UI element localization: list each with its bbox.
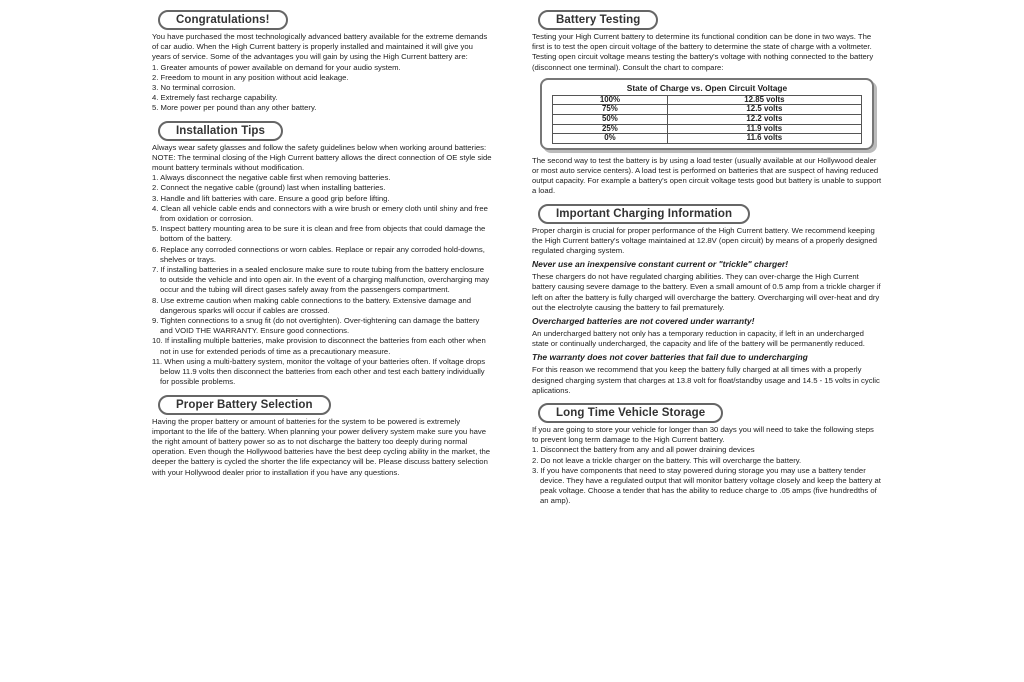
- state-of-charge-cell: 0%: [553, 134, 668, 144]
- left-column: [152, 8, 492, 478]
- battery-selection-heading: Proper Battery Selection: [158, 395, 331, 415]
- state-of-charge-cell: 75%: [553, 105, 668, 115]
- table-row: [553, 115, 862, 125]
- trickle-charger-warning: Never use an inexpensive constant current or "trickle" charger!: [532, 259, 789, 270]
- charging-text: Proper chargin is crucial for proper performance of the High Current battery. We recommend keeping the High Current battery's voltage maintained at 12.8V (open circuit) by means of a properly designed regulated charging system.: [532, 225, 878, 255]
- advantage-item: 5. More power per pound than any other battery.: [152, 103, 317, 113]
- table-row: [553, 124, 862, 134]
- overcharge-text: These chargers do not have regulated charging abilities. They can over-charge the High Current battery causing severe damage to the battery. Even a small amount of 0.5 amp from a trickle charger if left on after the battery is fully charged will overcharge the battery. Overcharging will over-heat and dry out the electrolyte causing the battery to fail prematurely.: [532, 272, 881, 312]
- installation-item: 6. Replace any corroded connections or worn cables. Replace or repair any corroded hold-downs, shelves or trays.: [152, 244, 485, 264]
- battery-testing-heading: Battery Testing: [538, 10, 658, 30]
- voltage-cell: 11.6 volts: [667, 134, 861, 144]
- storage-intro: If you are going to store your vehicle for longer than 30 days you will need to take the following steps to prevent long term damage to the High Current battery.: [532, 425, 874, 445]
- state-of-charge-cell: 100%: [553, 95, 668, 105]
- undercharge-text: An undercharged battery not only has a temporary reduction in capacity, if left in an undercharged state or continually undercharged, the capacity and life of the battery will be permanently reduced.: [532, 329, 865, 349]
- installation-note: NOTE: The terminal closing of the High Current battery allows the direct connection of OE style side mount battery terminals without modification.: [152, 152, 492, 173]
- installation-item: 11. When using a multi-battery system, monitor the voltage of your batteries often. If voltage drops below 11.9 volts then disconnect the batteries from each other and test each battery individually for possible problems.: [152, 356, 486, 387]
- voltage-chart-title: State of Charge vs. Open Circuit Voltage: [626, 82, 788, 93]
- table-row: [553, 105, 862, 115]
- voltage-table: [552, 95, 862, 144]
- undercharge-warranty-warning: The warranty does not cover batteries that fail due to undercharging: [532, 352, 808, 363]
- storage-item: 2. Do not leave a trickle charger on the battery. This will overcharge the battery.: [532, 455, 802, 465]
- installation-tips-heading: Installation Tips: [158, 121, 283, 141]
- load-test-text: The second way to test the battery is by using a load tester (usually available at our Hollywood dealer or most auto service centers). A load test is performed on batteries that are suspect of having reduced output capacity. For example a battery's open circuit voltage tests good but battery is unable to support a load.: [532, 155, 882, 196]
- storage-item: 3. If you have components that need to stay powered during storage you may use a battery tender device. They have a regulated output that will monitor battery voltage closely and keep the battery at peak voltage. Choose a tender that has the ability to reduce charge to .05 amps (five hundredths of an amp).: [532, 465, 881, 506]
- advantage-item: 4. Extremely fast recharge capability.: [152, 93, 278, 103]
- voltage-cell: 12.5 volts: [667, 105, 861, 115]
- installation-intro: Always wear safety glasses and follow the safety guidelines below when working around batteries:: [152, 142, 487, 152]
- advantage-item: 3. No terminal corrosion.: [152, 83, 236, 93]
- storage-item: 1. Disconnect the battery from any and all power draining devices: [532, 445, 755, 455]
- advantage-item: 1. Greater amounts of power available on demand for your audio system.: [152, 62, 401, 72]
- charging-recommendation-text: For this reason we recommend that you keep the battery fully charged at all times with a properly designed charging system that charges at 13.8 volt for float/standby usage and 14.5 - 15 volts in cyclic aplications.: [532, 365, 880, 395]
- installation-item: 8. Use extreme caution when making cable connections to the battery. Extensive damage and dangerous sparks will occur if cables are crossed.: [152, 295, 472, 315]
- congratulations-intro: You have purchased the most technologically advanced battery available for the extreme demands of car audio. When the High Current battery is properly installed and maintained it will give you years of service. Some of the advantages you will gain by using the High Current battery are:: [152, 32, 488, 62]
- battery-selection-text: Having the proper battery or amount of batteries for the system to be powered is extremely important to the life of the battery. When planning your power delivery system make sure you have the right amount of battery power so as to not discharge the battery too deeply during normal operation. Even though the Hollywood batteries have the best deep cycling ability in the market, the deeper the battery is cycled the shorter the life expectancy will be. Please discuss battery selection with your Hollywood dealer prior to installation if you have any questions.: [152, 416, 491, 477]
- installation-item: 5. Inspect battery mounting area to be sure it is clean and free from objects that could damage the bottom of the battery.: [152, 224, 486, 244]
- table-row: [553, 134, 862, 144]
- installation-item: 1. Always disconnect the negative cable first when removing batteries.: [152, 173, 391, 183]
- battery-testing-text: Testing your High Current battery to determine its functional condition can be done in two ways. The first is to test the open circuit voltage of the battery to determine the state of charge with a voltmeter. Testing open circuit voltage means testing the battery's voltage with nothing connected to the battery (disconnect one terminal). Consult the chart to compare:: [532, 32, 874, 72]
- overcharge-warranty-warning: Overcharged batteries are not covered under warranty!: [532, 316, 755, 327]
- right-column: [532, 8, 882, 507]
- voltage-cell: 11.9 volts: [667, 124, 861, 134]
- installation-item: 4. Clean all vehicle cable ends and connectors with a wire brush or emery cloth until shiny and free from oxidation or corrosion.: [152, 203, 488, 224]
- state-of-charge-cell: 50%: [553, 115, 668, 125]
- voltage-chart: [540, 78, 874, 150]
- advantage-item: 2. Freedom to mount in any position without acid leakage.: [152, 72, 349, 82]
- installation-item: 3. Handle and lift batteries with care. Ensure a good grip before lifting.: [152, 193, 390, 203]
- vehicle-storage-heading: Long Time Vehicle Storage: [538, 403, 723, 423]
- installation-item: 9. Tighten connections to a snug fit (do not overtighten). Over-tightening can damage the battery and VOID THE WARRANTY. Ensure good connections.: [152, 316, 480, 336]
- state-of-charge-cell: 25%: [553, 124, 668, 134]
- installation-item: 2. Connect the negative cable (ground) last when installing batteries.: [152, 183, 386, 193]
- voltage-cell: 12.85 volts: [667, 95, 861, 105]
- congratulations-heading: Congratulations!: [158, 10, 288, 30]
- charging-info-heading: Important Charging Information: [538, 204, 750, 224]
- voltage-cell: 12.2 volts: [667, 115, 861, 125]
- table-row: [553, 95, 862, 105]
- installation-item: 10. If installing multiple batteries, make provision to disconnect the batteries from each other when not in use for extended periods of time as a precautionary measure.: [152, 336, 486, 356]
- installation-item: 7. If installing batteries in a sealed enclosure make sure to route tubing from the battery enclosure to outside the vehicle and into open air. In the event of a charging malfunction, overcharging may occur and the tubing will direct gases safely away from the passengers compartment.: [152, 265, 490, 295]
